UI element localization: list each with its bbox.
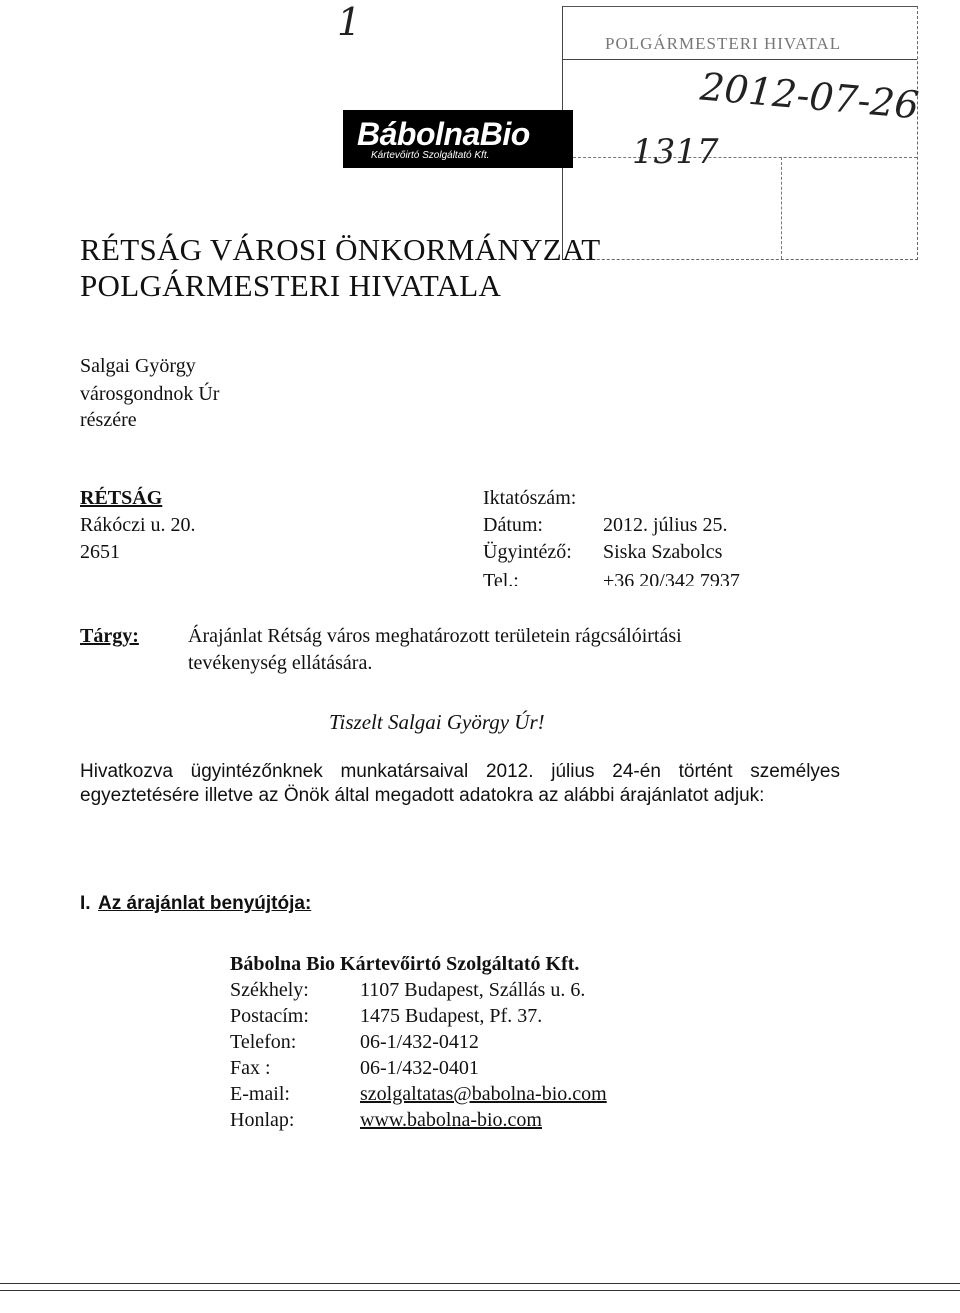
stamp-divider [781, 157, 782, 259]
ugyintezo-value: Siska Szabolcs [603, 541, 723, 563]
handwritten-number: 1317 [632, 132, 719, 172]
company-value-postal: 1475 Budapest, Pf. 37. [360, 1005, 543, 1027]
footer-rule [0, 1283, 960, 1284]
company-label-fax: Fax : [230, 1057, 271, 1079]
company-value-phone: 06-1/432-0412 [360, 1031, 479, 1053]
company-label-seat: Székhely: [230, 979, 309, 1001]
section-number: I. [80, 893, 91, 914]
recipient-city: RÉTSÁG [80, 487, 163, 509]
company-website-link[interactable]: www.babolna-bio.com [360, 1109, 542, 1131]
company-name: Bábolna Bio Kártevőirtó Szolgáltató Kft. [230, 953, 580, 975]
company-label-web: Honlap: [230, 1109, 295, 1131]
recipient-org-line1: RÉTSÁG VÁROSI ÖNKORMÁNYZAT [80, 232, 601, 267]
company-value-seat: 1107 Budapest, Szállás u. 6. [360, 979, 586, 1001]
recipient-name: Salgai György [80, 355, 196, 377]
stamp-header: POLGÁRMESTERI HIVATAL [605, 34, 842, 53]
iktatoszam-label: Iktatószám: [483, 487, 577, 509]
tel-label: Tel.: [483, 570, 519, 586]
recipient-zip: 2651 [80, 541, 120, 563]
company-email-link[interactable]: szolgaltatas@babolna-bio.com [360, 1083, 607, 1105]
company-label-postal: Postacím: [230, 1005, 309, 1027]
subject-line1: Árajánlat Rétság város meghatározott területein rágcsálóirtási [188, 625, 682, 647]
subject-line2: tevékenység ellátására. [188, 652, 373, 674]
recipient-for: részére [80, 409, 137, 431]
logo-subtitle: Kártevőirtó Szolgáltató Kft. [371, 150, 490, 161]
stamp-rule [563, 157, 917, 158]
recipient-role: városgondnok Úr [80, 383, 220, 405]
company-logo [343, 110, 573, 168]
handwritten-mark: 1 [337, 0, 362, 44]
recipient-street: Rákóczi u. 20. [80, 514, 196, 536]
salutation: Tiszelt Salgai György Úr! [329, 710, 545, 734]
ugyintezo-label: Ügyintéző: [483, 541, 572, 563]
section-title: Az árajánlat benyújtója: [98, 893, 312, 914]
company-label-phone: Telefon: [230, 1031, 297, 1053]
footer-rule [0, 1290, 960, 1291]
company-label-email: E-mail: [230, 1083, 290, 1105]
logo-name: BábolnaBio [357, 116, 530, 152]
datum-value: 2012. július 25. [603, 514, 728, 536]
subject-label: Tárgy: [80, 625, 139, 647]
company-value-fax: 06-1/432-0401 [360, 1057, 479, 1079]
stamp-rule [563, 59, 917, 60]
handwritten-date: 2012-07-26 [698, 64, 921, 128]
body-paragraph: Hivatkozva ügyintézőnknek munkatársaival 2012. július 24-én történt személyes egyeztetésére illetve az Önök által megadott adatokra az alábbi árajánlatot adjuk: [80, 761, 840, 806]
recipient-org-line2: POLGÁRMESTERI HIVATALA [80, 268, 502, 303]
datum-label: Dátum: [483, 514, 543, 536]
tel-value: +36 20/342 7937 [603, 570, 740, 586]
